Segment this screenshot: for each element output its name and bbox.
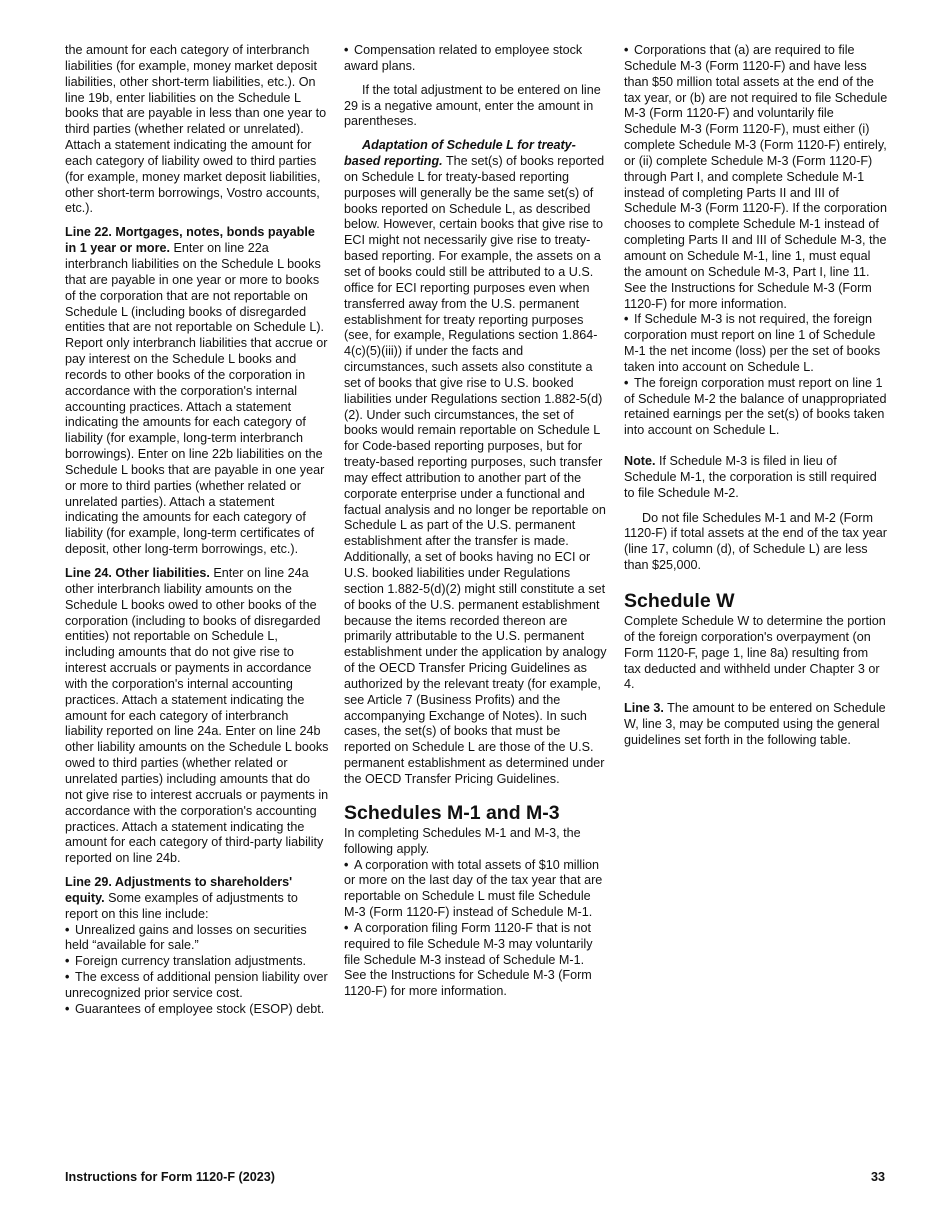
paragraph-line3 (624, 701, 888, 749)
line22-heading: Line 22. Mortgages, notes, bonds payable in 1 year or more. (65, 225, 315, 256)
page-footer (65, 1170, 885, 1184)
paragraph-do-not-file: Do not file Schedules M-1 and M-2 (Form 1120-F) if total assets at the end of the tax year (line 17, column (d), of Schedule L) are less than $25,000. (624, 510, 887, 573)
list-item: • A corporation with total assets of $10 million or more on the last day of the tax year that are reportable on Schedule L must file Schedule M-3 (Form 1120-F) instead of Schedule M-1. (344, 858, 608, 921)
paragraph-schedule-w: Complete Schedule W to determine the portion of the foreign corporation's overpayment (on Form 1120-F, page 1, line 8a) resulting from tax deducted and withheld under Chapter 3 or 4. (624, 614, 886, 692)
paragraph-adaptation (344, 138, 608, 788)
line29-body: Some examples of adjustments to report on this line include: (65, 890, 298, 921)
line24-body: Enter on line 24a other interbranch liability amounts on the Schedule L books owed to other books of the corporation (including to books of disregarded entities) not reportable on Schedule L, including amounts that do not give rise to interest accruals or payments in accordance with the corporation's internal accounting practices. Attach a statement indicating the amount for each category of interbranch liability reported on line 24a. Enter on line 24b other liability amounts on the Schedule L books owed to third parties (whether related or unrelated parties) including amounts that do not give rise to interest accruals or payments in accordance with the corporation's accounting practices. Attach a statement indicating the amount for each category of third-party liability reported on line 24b. (65, 566, 329, 866)
adaptation-body: The set(s) of books reported on Schedule L for treaty-based reporting purposes will generally be the same set(s) of books reported on Schedule L, as described below. However, certain books that give rise to ECI might not necessarily give rise to treaty-based reporting. For example, the assets on a set of books could still be attributed to a U.S. office for ECI reporting purposes even when transferred away from the U.S. permanent establishment for treaty reporting purposes (see, for example, Regulations section 1.864-4(c)(5)(iii)) if under the facts and circumstances, such assets also constitute a set of books that give rise to U.S. booked liabilities under Regulations section 1.882-5(d)(2). Under such circumstances, the set of books would remain reportable on Schedule L for Code-based reporting purposes, but for treaty-based reporting purposes, such transfer may effect attribution to another part of the corporate enterprise under a functional and factual analysis and no longer be reportable on Schedule L as part of the U.S. permanent establishment after the transfer is made. Additionally, a set of books having no ECI or U.S. booked liabilities under Regulations section 1.882-5(d)(2) might still constitute a set of books of the U.S. permanent establishment because the items recorded thereon are primarily attributable to the U.S. permanent establishment under the application by analogy of the OECD Transfer Pricing Guidelines as authorized by the relevant treaty (for example, see Article 7 (Business Profits) and the accompanying Exchange of Notes). In such cases, the set(s) of books that must be reported on Schedule L are those of the U.S. permanent establishment as determined under the OECD Transfer Pricing Guidelines. (344, 154, 607, 786)
paragraph-line22 (65, 225, 329, 558)
list-item: • Unrealized gains and losses on securities held “available for sale.” (65, 923, 329, 955)
line24-heading: Line 24. Other liabilities. (65, 566, 210, 580)
column-3 (624, 43, 888, 749)
list-item: • If Schedule M-3 is not required, the foreign corporation must report on line 1 of Schedule M-1 the net income (loss) per the set of books taken into account on Schedule L. (624, 312, 888, 375)
page-number: 33 (870, 1170, 885, 1184)
list-item: • Guarantees of employee stock (ESOP) debt. (65, 1002, 329, 1018)
list-item: • The foreign corporation must report on line 1 of Schedule M-2 the balance of unappropriated retained earnings per the set(s) of books taken into account on Schedule L. (624, 376, 888, 439)
section-heading-m1-m3: Schedules M-1 and M-3 (344, 801, 560, 824)
line22-body: Enter on line 22a interbranch liabilities on the Schedule L books that are payable in one year or more to books of the corporation that are not reportable on Schedule L (including books of disregarded entities that are not reportable on Schedule L). Report only interbranch liabilities that accrue or pay interest on the Schedule L books and records to other books of the corporation in accordance with the corporation's internal accounting practices. Attach a statement indicating the amounts for each category of liability (for example, long-term interbranch borrowings). Enter on line 22b liabilities on the Schedule L books that are payable in one year or more to third parties (whether related or unrelated parties). Attach a statement indicating the amounts for each category of liability (for example, long-term certificates of deposit, other long-term borrowings, etc.). (65, 241, 328, 557)
paragraph-negative-amount: If the total adjustment to be entered on line 29 is a negative amount, enter the amount in parentheses. (344, 82, 601, 129)
list-item: • Foreign currency translation adjustments. (65, 954, 329, 970)
column-1 (65, 43, 329, 1018)
paragraph-m-intro: In completing Schedules M-1 and M-3, the following apply. (344, 825, 581, 856)
paragraph-note (624, 454, 888, 502)
footer-title: Instructions for Form 1120-F (2023) (65, 1170, 275, 1184)
list-item: • The excess of additional pension liability over unrecognized prior service cost. (65, 970, 329, 1002)
paragraph-line19-continued: the amount for each category of interbranch liabilities (for example, money market deposit liabilities, other short-term liabilities, etc.). On line 19b, enter liabilities on the Schedule L books that are payable in less than one year to third parties (whether related or unrelated). Attach a statement indicating the amount for each category of liability owed to third parties (for example, money market deposit liabilities, other short-term borrowings, Vostro accounts, etc.). (65, 43, 327, 216)
line29-heading: Line 29. Adjustments to shareholders' equity. (65, 875, 293, 905)
line3-heading: Line 3. (624, 701, 664, 716)
paragraph-line24 (65, 566, 329, 867)
section-heading-schedule-w: Schedule W (624, 590, 735, 612)
note-heading: Note. (624, 454, 656, 469)
note-body: If Schedule M-3 is filed in lieu of Schedule M-1, the corporation is still required to file Schedule M-2. (624, 454, 877, 500)
column-2 (344, 43, 608, 1000)
line3-body: The amount to be entered on Schedule W, line 3, may be computed using the general guidelines set forth in the following table. (624, 701, 886, 747)
list-item: • Corporations that (a) are required to file Schedule M-3 (Form 1120-F) and have less than $50 million total assets at the end of the tax year, or (b) are not required to file Schedule M-3 (Form 1120-F) and voluntarily file Schedule M-3 (Form 1120-F), must either (i) complete Schedule M-3 (Form 1120-F) entirely, or (ii) complete Schedule M-3 (Form 1120-F) through Part I, and complete Schedule M-1 instead of completing Parts II and III of Schedule M-3 (Form 1120-F). If the corporation chooses to complete Schedule M-1 instead of completing Parts II and III of Schedule M-3, the amount on Schedule M-1, line 1, must equal the amount on Schedule M-3, Part I, line 11. See the Instructions for Schedule M-3 (Form 1120-F) for more information. (624, 43, 888, 312)
paragraph-line29 (65, 875, 329, 923)
list-item: • Compensation related to employee stock award plans. (344, 43, 608, 75)
adaptation-heading: Adaptation of Schedule L for treaty-based reporting. (344, 138, 576, 169)
list-item: • A corporation filing Form 1120-F that is not required to file Schedule M-3 may voluntarily file Schedule M-3 instead of Schedule M-1. See the Instructions for Schedule M-3 (Form 1120-F) for more information. (344, 921, 608, 1000)
